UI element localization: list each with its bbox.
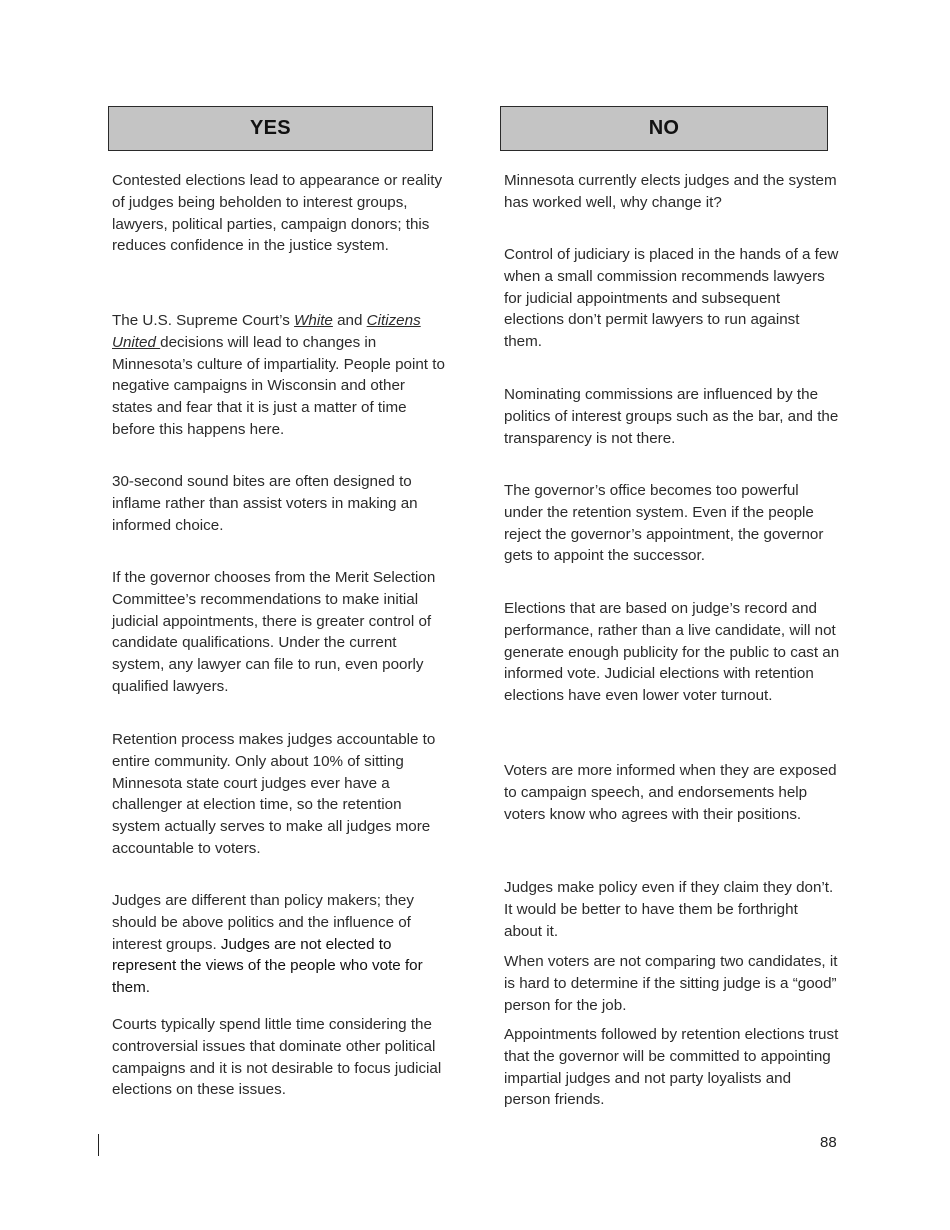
page-number: 88 [820, 1134, 837, 1151]
no-argument-7: Judges make policy even if they claim they don’t. It would be better to have them be forthright about it. [504, 879, 834, 940]
no-argument-9: Appointments followed by retention elections trust that the governor will be committed to appointing impartial judges and not party loyalists and person friends. [504, 1026, 839, 1109]
yes-argument-2 [108, 310, 448, 441]
yes-argument-6 [108, 890, 448, 999]
yes-argument-6-start: Judges are different than policy makers; they should be above politics and the influence of interest groups. [112, 892, 414, 953]
yes-header: YES [108, 106, 433, 151]
no-argument-6: Voters are more informed when they are exposed to campaign speech, and endorsements help voters know who agrees with their positions. [504, 762, 837, 823]
yes-argument-2-after: decisions will lead to changes in Minnesota’s culture of impartiality. People point to negative campaigns in Wisconsin and other states and fear that it is just a matter of time before this happens here. [112, 333, 445, 438]
yes-argument-6-end: Judges are not elected to represent the views of the people who vote for them. [112, 935, 423, 997]
yes-argument-2-mid: and [332, 312, 367, 329]
case-citizens-united: Citizens United [112, 312, 421, 351]
no-argument-8: When voters are not comparing two candidates, it is hard to determine if the sitting judge is a “good” person for the job. [504, 953, 838, 1014]
yes-argument-3: 30-second sound bites are often designed to inflame rather than assist voters in making an informed choice. [112, 473, 418, 534]
no-argument-4: The governor’s office becomes too powerful under the retention system. Even if the people reject the governor’s appointment, the governor gets to appoint the successor. [504, 482, 824, 565]
no-argument-5: Elections that are based on judge’s record and performance, rather than a live candidate, will not generate enough publicity for the public to cast an informed vote. Judicial elections with retention elections have even lower voter turnout. [504, 600, 840, 705]
yes-argument-2-before: The U.S. Supreme Court’s [112, 312, 295, 329]
case-white: White [294, 312, 333, 329]
no-column [500, 106, 840, 1109]
yes-argument-7: Courts typically spend little time considering the controversial issues that dominate other political campaigns and it is not desirable to focus judicial elections on these issues. [112, 1016, 442, 1099]
no-argument-1: Minnesota currently elects judges and the system has worked well, why change it? [504, 172, 837, 211]
no-argument-2: Control of judiciary is placed in the hands of a few when a small commission recommends lawyers for judicial appointments and subsequent elections don’t permit lawyers to run against them. [504, 246, 839, 351]
yes-argument-1: Contested elections lead to appearance or reality of judges being beholden to interest groups, lawyers, political parties, campaign donors; this reduces confidence in the justice system. [112, 172, 443, 255]
yes-argument-4: If the governor chooses from the Merit Selection Committee’s recommendations to make initial judicial appointments, there is greater control of candidate qualifications. Under the current system, any lawyer can file to run, even poorly qualified lawyers. [112, 569, 436, 695]
yes-argument-5: Retention process makes judges accountable to entire community. Only about 10% of sitting Minnesota state court judges ever have a challenger at election time, so the retention system actually serves to make all judges more accountable to voters. [112, 731, 436, 857]
yes-column [108, 106, 448, 1099]
margin-line [98, 1134, 99, 1156]
no-argument-3: Nominating commissions are influenced by the politics of interest groups such as the bar, and the transparency is not there. [504, 386, 839, 447]
no-header: NO [500, 106, 828, 151]
